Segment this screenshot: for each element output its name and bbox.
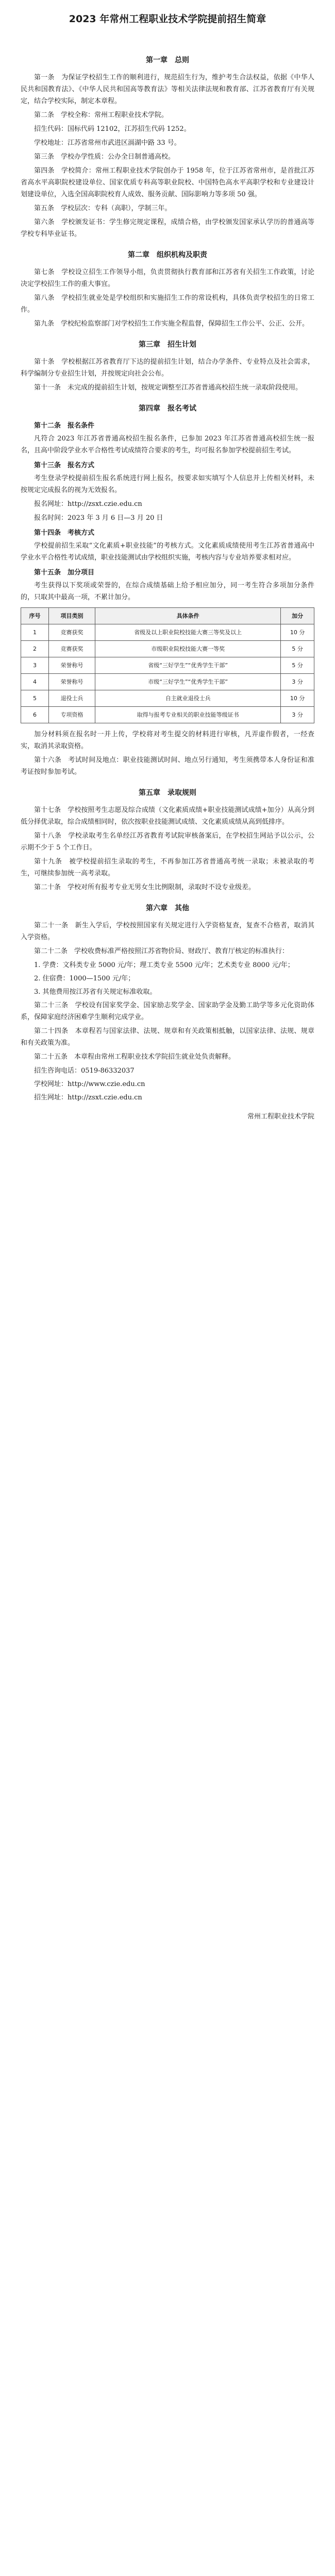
paragraph: 第十七条 学校按照考生志愿及综合成绩（文化素质成绩+职业技能测试成绩+加分）从高分到低分择优录取，综合成绩相同时，依次按职业技能测试成绩、文化素质成绩从高到低排序。 (21, 806, 314, 826)
table-row (21, 690, 314, 707)
paragraph: 第十九条 被学校提前招生录取的考生，不再参加江苏省普通高考统一录取；未被录取的考生，可继续参加统一高考录取。 (21, 858, 314, 877)
chapter-other (21, 903, 314, 1123)
paragraph: 第二十五条 本章程由常州工程职业技术学院招生就业处负责解释。 (34, 1053, 236, 1061)
chapter-heading: 第一章 总则 (146, 56, 189, 64)
table-cell: 竞赛获奖 (49, 641, 95, 657)
table-cell: 5 (21, 690, 49, 707)
document-body (21, 45, 314, 1129)
paragraph: 凡符合 2023 年江苏省普通高校招生报名条件，已参加 2023 年江苏省普通高校招生统一报名，且高中阶段学业水平合格性考试成绩符合要求的考生，均可报名参加学校提前招生考试。 (21, 435, 314, 454)
table-cell: 专项资格 (49, 707, 95, 723)
table-cell: 省级及以上职业院校技能大赛三等奖及以上 (95, 624, 281, 641)
table-header-row (21, 608, 314, 624)
paragraph: 第二十一条 新生入学后，学校按照国家有关规定进行入学资格复查，复查不合格者，取消其入学资格。 (21, 922, 314, 941)
table-cell: 3 分 (281, 707, 314, 723)
table-row (21, 657, 314, 674)
paragraph: 学校提前招生采取“文化素质+职业技能”的考核方式。文化素质成绩使用考生江苏省普通高中学业水平合格性考试成绩，职业技能测试由学校组织实施，考核内容与专业培养要求相对应。 (21, 542, 314, 562)
table-cell: 省级“三好学生”“优秀学生干部” (95, 657, 281, 674)
table-row (21, 641, 314, 657)
paragraph: 第二十四条 本章程若与国家法律、法规、规章和有关政策相抵触，以国家法律、法规、规章和有关政策为准。 (21, 1027, 314, 1047)
registration-time: 2023 年 3 月 6 日—3 月 20 日 (68, 514, 163, 522)
table-cell: 10 分 (281, 690, 314, 707)
table-cell: 1 (21, 624, 49, 641)
table-cell: 10 分 (281, 624, 314, 641)
clause-title: 第十三条 报名方式 (34, 462, 95, 469)
clause-title: 第十二条 报名条件 (34, 422, 95, 430)
contact-line[interactable]: 招生网址：http://zsxt.czie.edu.cn (34, 1094, 142, 1101)
url-label: 报名网址： (34, 500, 68, 508)
paragraph: 第七条 学校设立招生工作领导小组，负责贯彻执行教育部和江苏省有关招生工作政策，讨论决定学校招生工作的重大事宜。 (21, 268, 314, 288)
table-header: 具体条件 (95, 608, 281, 624)
table-cell: 退役士兵 (49, 690, 95, 707)
chapter-registration (21, 403, 314, 778)
table-cell: 5 分 (281, 641, 314, 657)
chapter-heading: 第三章 招生计划 (139, 341, 196, 349)
paragraph: 第三条 学校办学性质：公办全日制普通高校。 (34, 153, 175, 161)
table-cell: 荣誉称号 (49, 657, 95, 674)
table-cell: 荣誉称号 (49, 674, 95, 690)
paragraph: 加分材料须在报名时一并上传，学校将对考生提交的材料进行审核，凡弄虚作假者，一经查实，取消其录取资格。 (21, 731, 314, 750)
contact-line: 招生咨询电话：0519-86332037 (34, 1067, 135, 1075)
table-header: 序号 (21, 608, 49, 624)
clause-title: 第十五条 加分项目 (34, 569, 95, 577)
bonus-points-table (21, 607, 314, 723)
paragraph: 第九条 学校纪检监察部门对学校招生工作实施全程监督，保障招生工作公平、公正、公开。 (34, 320, 309, 328)
table-cell: 市级职业院校技能大赛一等奖 (95, 641, 281, 657)
paragraph: 学校地址：江苏省常州市武进区滆湖中路 33 号。 (34, 139, 181, 147)
paragraph: 第二十三条 学校设有国家奖学金、国家励志奖学金、国家助学金及勤工助学等多元化资助体系，保障家庭经济困难学生顺利完成学业。 (21, 1002, 314, 1021)
chapter-plan (21, 339, 314, 394)
registration-time-line (21, 512, 314, 524)
registration-url-line (21, 498, 314, 510)
signature: 常州工程职业技术学院 (247, 1113, 314, 1121)
paragraph: 第六条 学校颁发证书：学生修完规定课程，成绩合格，由学校颁发国家承认学历的普通高等学校专科毕业证书。 (21, 218, 314, 238)
chapter-heading: 第二章 组织机构及职责 (128, 251, 207, 259)
fee-item: 1. 学费：文科类专业 5000 元/年；理工类专业 5500 元/年；艺术类专业 8000 元/年； (34, 961, 294, 969)
table-header: 项目类别 (49, 608, 95, 624)
paragraph: 招生代码：国标代码 12102，江苏招生代码 1252。 (34, 125, 191, 133)
paragraph: 第五条 学校层次：专科（高职），学制三年。 (34, 205, 172, 212)
fee-item: 3. 其他费用按江苏省有关规定标准收取。 (34, 988, 157, 996)
chapter-organization (21, 249, 314, 330)
page-title: 2023 年常州工程职业技术学院提前招生简章 (69, 13, 266, 25)
paragraph: 第十条 学校根据江苏省教育厅下达的提前招生计划，结合办学条件、专业特点及社会需求，科学编制分专业招生计划，并按规定向社会公布。 (21, 358, 314, 378)
chapter-general (21, 55, 314, 240)
time-label: 报名时间： (34, 514, 68, 522)
clause-title: 第十四条 考核方式 (34, 529, 95, 537)
table-cell: 5 分 (281, 657, 314, 674)
table-cell: 3 分 (281, 674, 314, 690)
table-cell: 3 (21, 657, 49, 674)
contact-line[interactable]: 学校网址：http://www.czie.edu.cn (34, 1080, 145, 1088)
registration-link[interactable]: http://zsxt.czie.edu.cn (68, 500, 142, 508)
table-row (21, 674, 314, 690)
paragraph: 第十一条 未完成的提前招生计划，按规定调整至江苏省普通高校招生统一录取阶段使用。 (34, 384, 303, 392)
chapter-heading: 第六章 其他 (146, 904, 189, 912)
paragraph: 考生获得以下奖项或荣誉的，在综合成绩基础上给予相应加分，同一考生符合多项加分条件的，只取其中最高一项，不累计加分。 (21, 582, 314, 601)
table-cell: 4 (21, 674, 49, 690)
paragraph: 考生登录学校提前招生报名系统进行网上报名，按要求如实填写个人信息并上传相关材料，未按规定完成报名的视为无效报名。 (21, 474, 314, 494)
paragraph: 第二条 学校全称：常州工程职业技术学院。 (34, 111, 169, 119)
table-cell: 竞赛获奖 (49, 624, 95, 641)
table-header: 加分 (281, 608, 314, 624)
table-cell: 市级“三好学生”“优秀学生干部” (95, 674, 281, 690)
table-cell: 6 (21, 707, 49, 723)
paragraph: 第八条 学校招生就业处是学校组织和实施招生工作的常设机构，具体负责学校招生的日常工作。 (21, 294, 314, 314)
paragraph: 第二十条 学校对所有报考专业无男女生比例限制，录取时不设专业级差。 (34, 884, 256, 891)
paragraph: 第二十二条 学校收费标准严格按照江苏省物价局、财政厅、教育厅核定的标准执行： (34, 947, 289, 955)
chapter-heading: 第四章 报名考试 (139, 404, 196, 413)
paragraph: 第十八条 学校录取考生名单经江苏省教育考试院审核备案后，在学校招生网站予以公示，公示期不少于 5 个工作日。 (21, 832, 314, 852)
fee-item: 2. 住宿费：1000—1500 元/年； (34, 975, 135, 982)
paragraph: 第一条 为保证学校招生工作的顺利进行，规范招生行为，维护考生合法权益，依据《中华人民共和国教育法》、《中华人民共和国高等教育法》等相关法律法规和教育部、江苏省教育厅有关规定，结合学校实际，制定本章程。 (21, 74, 314, 105)
table-cell: 取得与报考专业相关的职业技能等级证书 (95, 707, 281, 723)
paragraph: 第四条 学校简介：常州工程职业技术学院创办于 1958 年，位于江苏省常州市，是首批江苏省高水平高职院校建设单位、国家优质专科高等职业院校、中国特色高水平高职学校和专业建设计划建设单位，入选全国高职院校育人成效、服务贡献、国际影响力等多项 50 强。 (21, 167, 314, 198)
chapter-admission (21, 787, 314, 893)
table-cell: 2 (21, 641, 49, 657)
table-row (21, 624, 314, 641)
table-row (21, 707, 314, 723)
table-cell: 自主就业退役士兵 (95, 690, 281, 707)
chapter-heading: 第五章 录取规则 (139, 789, 196, 797)
paragraph: 第十六条 考试时间及地点：职业技能测试时间、地点另行通知，考生须携带本人身份证和准考证按时参加考试。 (21, 756, 314, 776)
